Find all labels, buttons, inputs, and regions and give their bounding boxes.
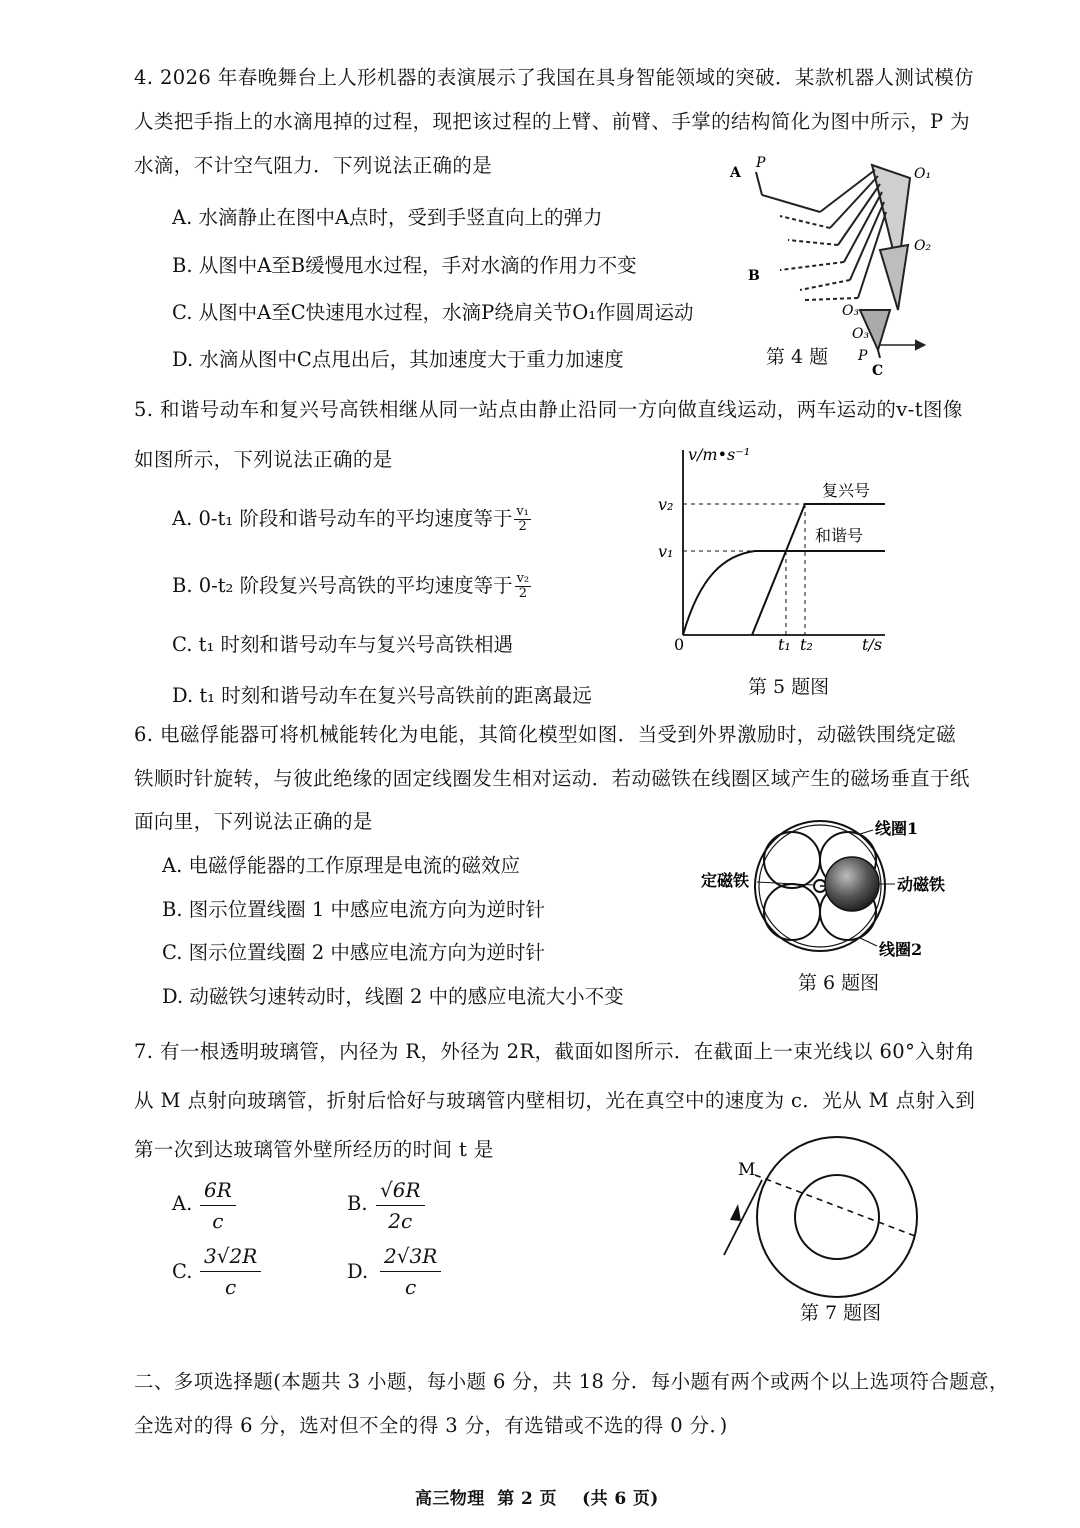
q7-stem-line-3: 第一次到达玻璃管外壁所经历的时间 t 是 — [134, 1138, 494, 1161]
q7-option-c-den: c — [225, 1275, 237, 1299]
q5-caption: 第 5 题图 — [748, 676, 830, 698]
q6-option-b: B. 图示位置线圈 1 中感应电流方向为逆时针 — [162, 898, 546, 921]
coil-top-left — [764, 832, 820, 888]
q7-option-c-num: 3√2R — [200, 1244, 261, 1272]
forearm-pos-b — [780, 262, 844, 270]
normal-line — [755, 1175, 915, 1236]
y-axis-label: v/m•s⁻¹ — [688, 445, 751, 464]
q5-option-d: D. t₁ 时刻和谐号动车在复兴号高铁前的距离最远 — [172, 684, 592, 707]
legend-fuxinghao: 复兴号 — [822, 481, 871, 500]
forearm-shape — [880, 245, 908, 310]
q7-option-d-letter: D. — [347, 1260, 369, 1283]
q4-stem-line-2: 人类把手指上的水滴甩掉的过程，现把该过程的上臂、前臂、手掌的结构简化为图中所示，P 为 — [134, 110, 971, 133]
t1-tick: t₁ — [778, 635, 791, 654]
outer-wall — [757, 1137, 917, 1297]
hand-pos-a — [756, 172, 762, 195]
q4-option-c: C. 从图中A至C快速甩水过程，水滴P绕肩关节O₁作圆周运动 — [172, 301, 694, 324]
label-p-top: P — [756, 155, 766, 171]
q4-option-d: D. 水滴从图中C点甩出后，其加速度大于重力加速度 — [172, 348, 624, 371]
q7-option-b-fraction — [376, 1178, 425, 1233]
section2-line-1: 二、多项选择题(本题共 3 小题，每小题 6 分，共 18 分．每小题有两个或两个以上选项符合题意， — [134, 1370, 1009, 1393]
moving-magnet-label: 动磁铁 — [897, 875, 946, 894]
q7-caption: 第 7 题图 — [800, 1302, 882, 1324]
page-footer: 高三物理 第 2 页 (共 6 页) — [415, 1489, 659, 1509]
legend-hexiehao: 和谐号 — [815, 526, 864, 545]
fixed-magnet-label: 定磁铁 — [701, 871, 750, 890]
section2-line-2: 全选对的得 6 分，选对但不全的得 3 分，有选错或不选的得 0 分．) — [134, 1414, 728, 1437]
q7-stem-line-1: 7. 有一根透明玻璃管，内径为 R，外径为 2R，截面如图所示．在截面上一束光线以 60°入射角 — [134, 1040, 975, 1063]
q7-glass-tube-diagram — [700, 1120, 940, 1300]
q6-option-d: D. 动磁铁匀速转动时，线圈 2 中的感应电流大小不变 — [162, 985, 624, 1008]
coil1-label: 线圈1 — [875, 819, 919, 838]
q4-stem-line-3: 水滴，不计空气阻力．下列说法正确的是 — [134, 154, 493, 177]
q5-stem-line-1: 5. 和谐号动车和复兴号高铁相继从同一站点由静止沿同一方向做直线运动，两车运动的v-t图像 — [134, 398, 963, 421]
ray-arrow-head — [730, 1204, 741, 1221]
q7-option-d-num: 2√3R — [380, 1244, 441, 1272]
q4-option-a: A. 水滴静止在图中A点时，受到手竖直向上的弹力 — [172, 206, 603, 229]
q7-option-a-fraction — [200, 1178, 236, 1233]
coil2-pointer — [860, 938, 877, 946]
label-o2: O₂ — [914, 238, 932, 254]
q5-option-a-den: 2 — [518, 519, 527, 534]
q5-option-b-den: 2 — [518, 586, 527, 601]
v1-tick: v₁ — [658, 542, 674, 561]
q5-option-b-num: v₂ — [516, 571, 530, 586]
forearm-pos-5 — [800, 280, 850, 290]
q7-stem-line-2: 从 M 点射向玻璃管，折射后恰好与玻璃管内壁相切，光在真空中的速度为 c．光从 M 点射入到 — [134, 1089, 976, 1112]
q4-arm-diagram — [720, 150, 950, 380]
label-o1: O₁ — [914, 166, 932, 182]
hand-pos-c — [878, 350, 880, 358]
v2-tick: v₂ — [658, 495, 674, 514]
origin-label: 0 — [674, 635, 685, 654]
label-a: A — [730, 165, 741, 181]
coil-bottom-left — [764, 884, 820, 940]
label-c: C — [872, 363, 884, 379]
q6-stem-line-2: 铁顺时针旋转，与彼此绝缘的固定线圈发生相对运动．若动磁铁在线圈区域产生的磁场垂直于纸 — [134, 767, 970, 790]
q6-stem-line-3: 面向里，下列说法正确的是 — [134, 810, 373, 833]
throw-arrow-head — [916, 341, 924, 349]
q5-option-b-fraction — [515, 572, 532, 601]
q5-option-b — [172, 570, 531, 601]
x-axis-label: t/s — [862, 635, 883, 654]
coil2-label: 线圈2 — [879, 940, 923, 959]
arm-pos-1 — [820, 170, 875, 212]
forearm-pos-a — [762, 195, 820, 212]
t2-tick: t₂ — [800, 635, 813, 654]
q6-caption: 第 6 题图 — [798, 972, 880, 994]
q7-option-b-num: √6R — [376, 1178, 425, 1206]
q7-option-c-fraction — [200, 1244, 261, 1299]
series-hexiehao — [683, 551, 885, 635]
q5-option-a-fraction — [514, 505, 531, 534]
q7-option-a-num: 6R — [200, 1178, 236, 1206]
coil1-pointer — [860, 830, 873, 834]
label-o3: O₃ — [842, 303, 860, 319]
series-fuxinghao — [752, 504, 885, 635]
label-p-bottom: P — [858, 348, 868, 364]
q7-option-d-den: c — [405, 1275, 417, 1299]
q7-option-c-letter: C. — [172, 1260, 193, 1283]
q7-option-b-letter: B. — [347, 1192, 368, 1215]
q7-option-b-den: 2c — [388, 1209, 413, 1233]
forearm-pos-6 — [805, 298, 858, 300]
label-b: B — [748, 268, 760, 284]
forearm-pos-3 — [788, 240, 838, 245]
q4-stem-line-1: 4. 2026 年春晚舞台上人形机器的表演展示了我国在具身智能领域的突破．某款机器人测试模仿 — [134, 66, 975, 89]
q6-option-a: A. 电磁俘能器的工作原理是电流的磁效应 — [162, 854, 520, 877]
q5-option-a — [172, 503, 531, 534]
inner-wall — [795, 1175, 879, 1259]
q5-option-a-num: v₁ — [516, 504, 529, 519]
q4-caption: 第 4 题 — [766, 346, 829, 368]
forearm-pos-2 — [780, 216, 830, 228]
q6-stem-line-1: 6. 电磁俘能器可将机械能转化为电能，其简化模型如图．当受到外界激励时，动磁铁围绕定磁 — [134, 723, 957, 746]
q5-option-b-text: B. 0-t₂ 阶段复兴号高铁的平均速度等于 — [172, 574, 513, 597]
q6-harvester-diagram — [695, 810, 955, 970]
q7-option-a-letter: A. — [172, 1192, 193, 1215]
moving-magnet — [825, 857, 879, 911]
q5-option-a-text: A. 0-t₁ 阶段和谐号动车的平均速度等于 — [172, 507, 513, 530]
label-o3b: O₃ — [852, 326, 870, 342]
q7-option-d-fraction — [380, 1244, 441, 1299]
q4-option-b: B. 从图中A至B缓慢甩水过程，手对水滴的作用力不变 — [172, 254, 637, 277]
q7-option-a-den: c — [212, 1209, 224, 1233]
q5-stem-line-2: 如图所示，下列说法正确的是 — [134, 448, 393, 471]
q6-option-c: C. 图示位置线圈 2 中感应电流方向为逆时针 — [162, 941, 545, 964]
q5-option-c: C. t₁ 时刻和谐号动车与复兴号高铁相遇 — [172, 633, 513, 656]
q5-vt-chart — [650, 440, 900, 655]
label-m: M — [738, 1160, 756, 1180]
